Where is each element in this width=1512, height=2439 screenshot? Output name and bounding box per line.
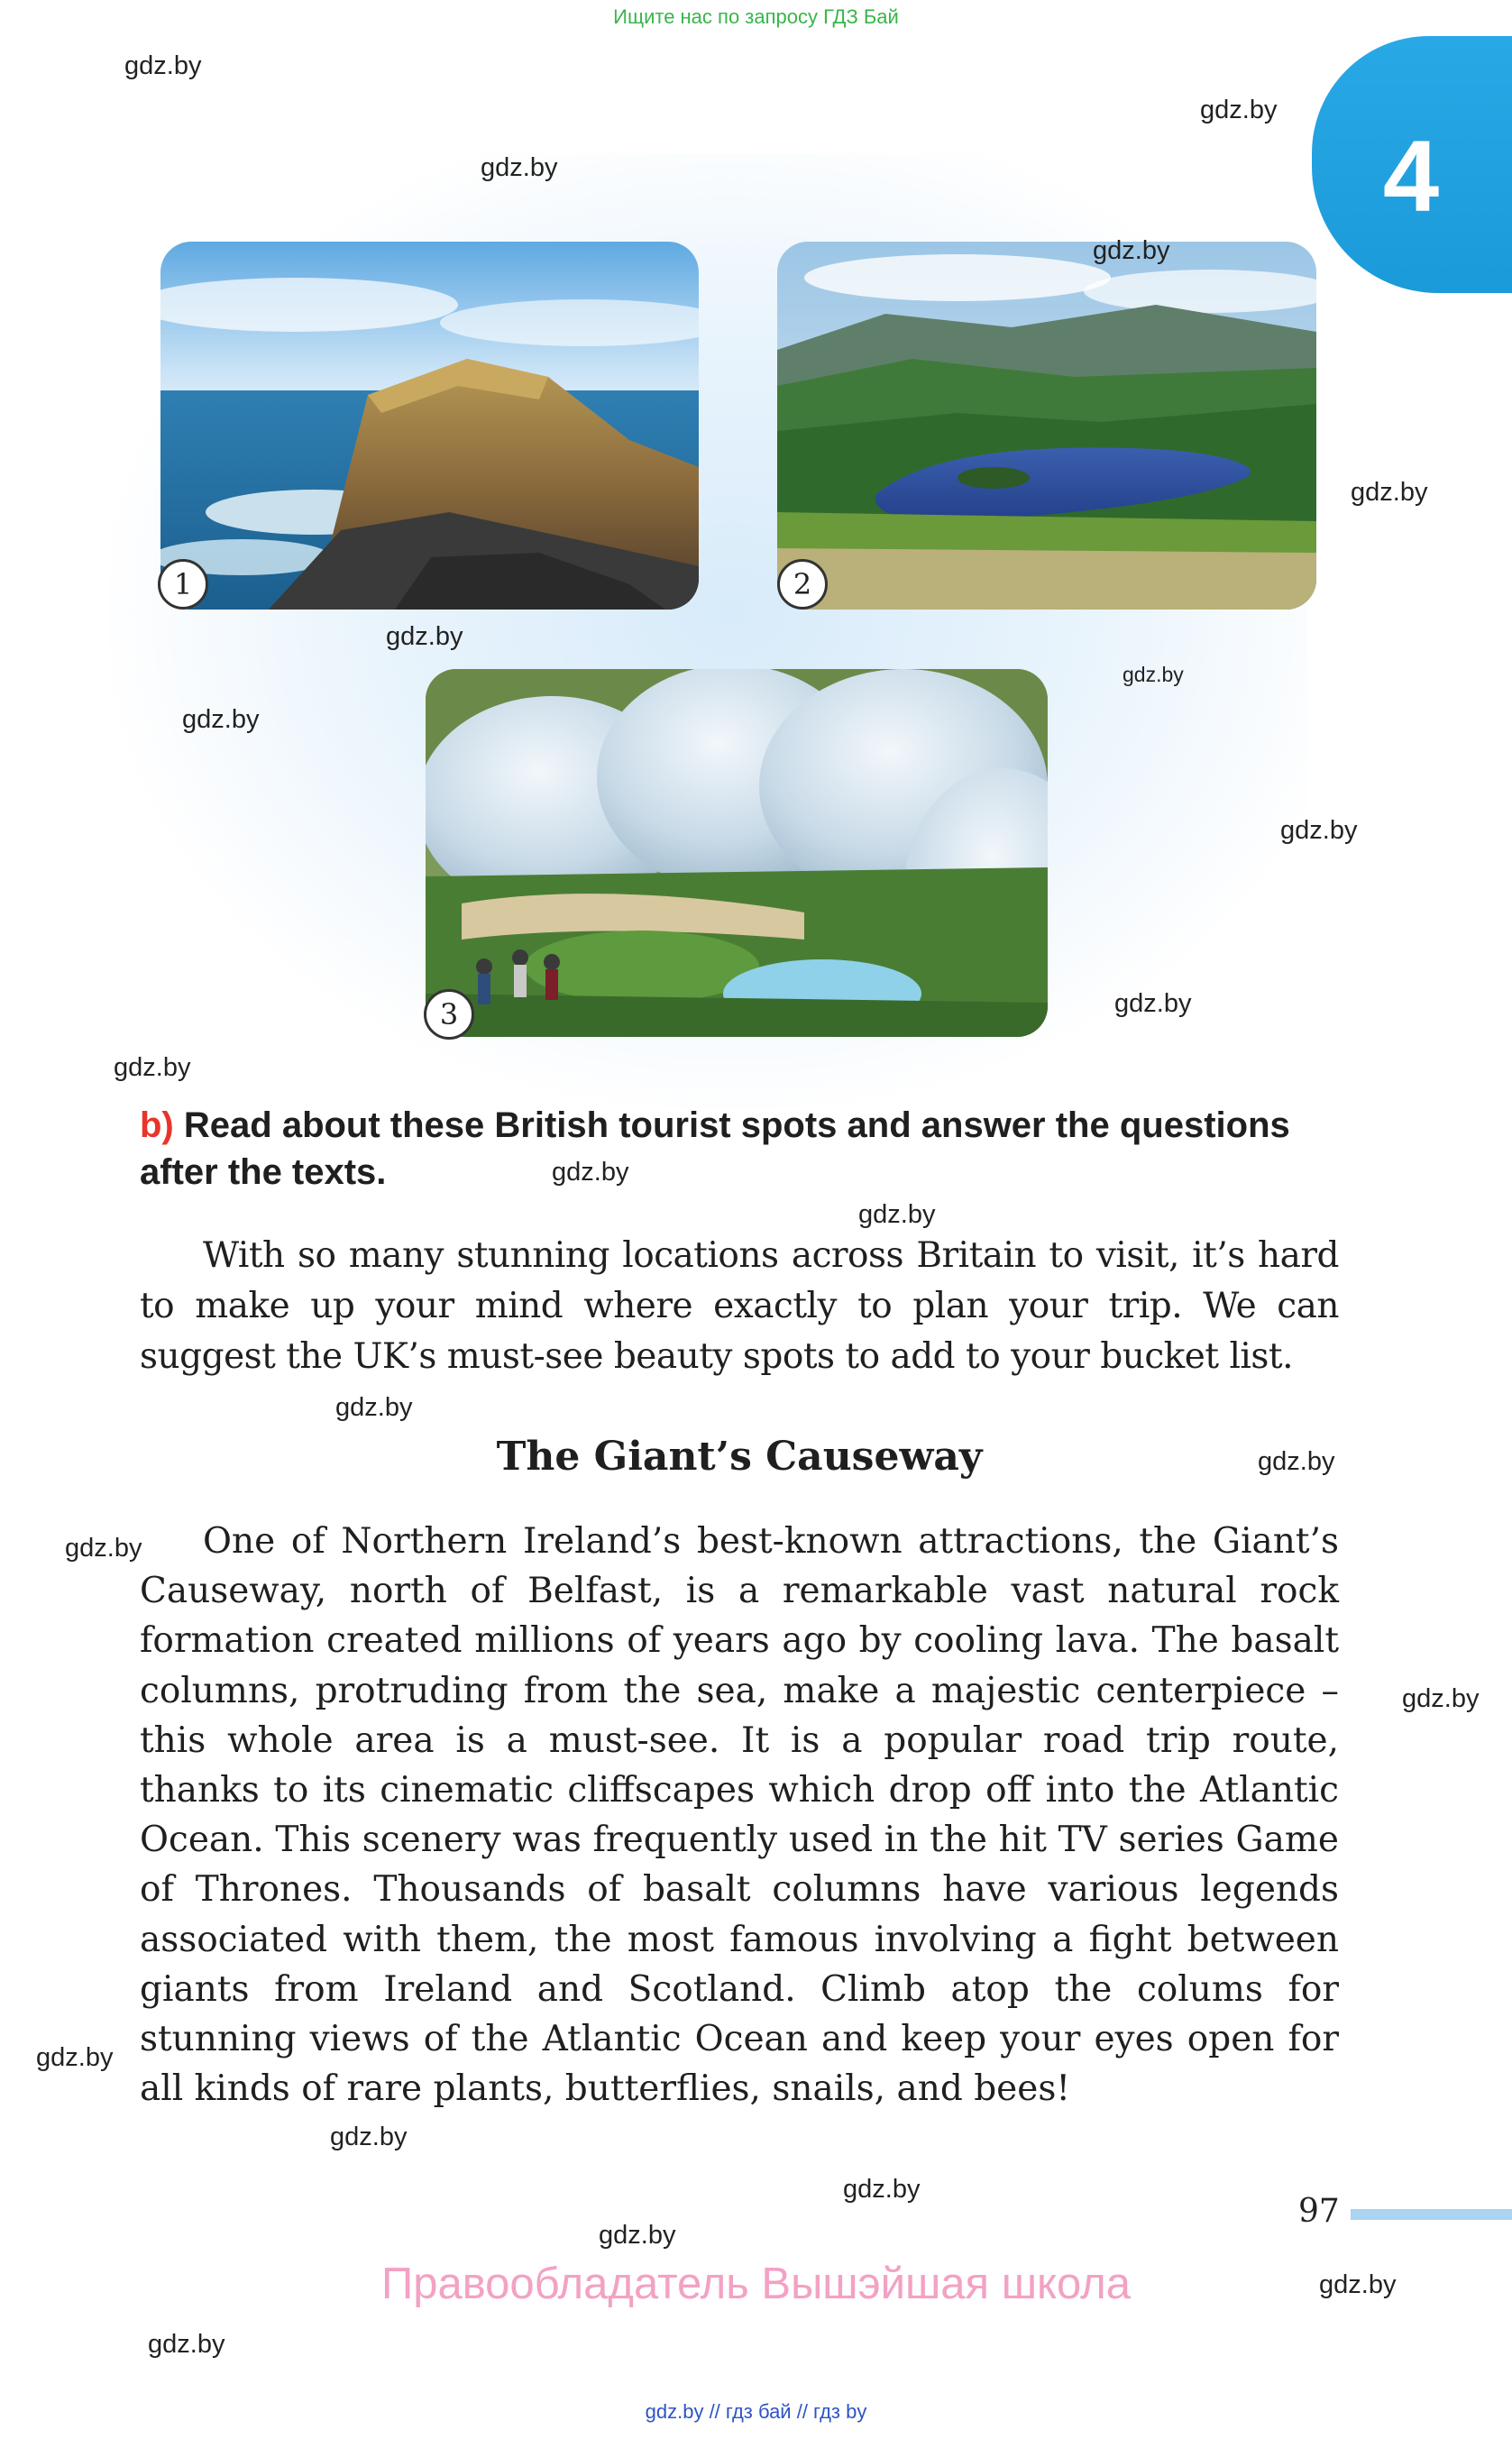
watermark: gdz.by xyxy=(481,153,558,182)
intro-paragraph xyxy=(140,1231,1339,1382)
watermark: gdz.by xyxy=(335,1393,413,1422)
watermark: gdz.by xyxy=(1319,2270,1397,2299)
watermark: gdz.by xyxy=(599,2221,676,2250)
task-text: Read about these British tourist spots and answer the questions after the texts. xyxy=(140,1105,1290,1192)
photo-badge-1: 1 xyxy=(158,559,208,610)
photo-lake-district xyxy=(777,242,1316,610)
watermark: gdz.by xyxy=(148,2330,225,2359)
watermark: gdz.by xyxy=(1200,96,1278,124)
bottom-links: gdz.by // гдз бай // гдз by xyxy=(645,2400,867,2423)
watermark: gdz.by xyxy=(36,2043,114,2072)
photo-badge-3: 3 xyxy=(424,989,474,1040)
watermark: gdz.by xyxy=(843,2175,921,2204)
watermark: gdz.by xyxy=(1351,478,1428,507)
copyright-owner: Правообладатель Вышэйшая школа xyxy=(380,2260,1132,2308)
watermark: gdz.by xyxy=(182,705,260,734)
photo-badge-2: 2 xyxy=(777,559,828,610)
watermark: gdz.by xyxy=(124,51,202,80)
watermark: gdz.by xyxy=(65,1534,142,1563)
watermark: gdz.by xyxy=(386,622,463,651)
page-number: 97 xyxy=(1298,2193,1340,2230)
page-number-bar xyxy=(1351,2209,1512,2220)
watermark: gdz.by xyxy=(858,1200,936,1229)
search-hint: Ищите нас по запросу ГДЗ Бай xyxy=(613,5,899,28)
watermark: gdz.by xyxy=(1114,989,1192,1018)
task-label: b) xyxy=(140,1105,174,1145)
watermark: gdz.by xyxy=(1093,236,1170,265)
watermark: gdz.by xyxy=(1258,1447,1335,1476)
task-instruction xyxy=(140,1102,1348,1196)
article-body-text: One of Northern Ireland’s best-known attractions, the Giant’s Causeway, north of Belfast, is a remarkable vast natural rock formation created millions of years ago by cooling lava. The basalt columns, protruding from the sea, make a majestic centerpiece – this whole area is a must-see. It is a popular road trip route, thanks to its cinematic cliffscapes which drop off into the Atlantic Ocean. This scenery was frequently used in the hit TV series Game of Thrones. Thousands of basalt columns have various legends associated with them, the most famous involving a fight between giants from Ireland and Scotland. Climb atop the colums for stunning views of the Atlantic Ocean and keep your eyes open for all kinds of rare plants, butterflies, snails, and bees! xyxy=(140,1521,1339,2110)
watermark: gdz.by xyxy=(114,1053,191,1082)
article-title: The Giant’s Causeway xyxy=(496,1434,983,1480)
article-body xyxy=(140,1517,1339,2113)
photo-giants-causeway xyxy=(160,242,699,610)
watermark: gdz.by xyxy=(1402,1684,1480,1713)
watermark: gdz.by xyxy=(1280,816,1358,845)
watermark: gdz.by xyxy=(330,2123,408,2151)
photo-eden-project xyxy=(426,669,1048,1037)
intro-text: With so many stunning locations across Britain to visit, it’s hard to make up your mind where exactly to plan your trip. We can suggest the UK’s must-see beauty spots to add to your bucket list. xyxy=(140,1235,1339,1377)
section-number: 4 xyxy=(1382,120,1440,233)
watermark: gdz.by xyxy=(1123,663,1184,686)
watermark: gdz.by xyxy=(552,1158,629,1187)
